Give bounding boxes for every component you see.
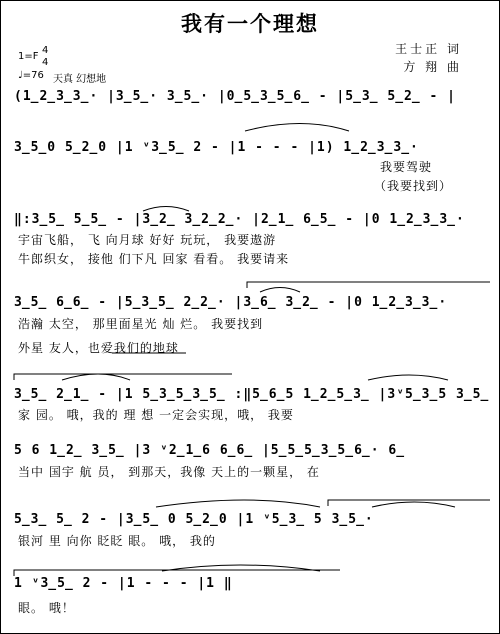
notation-row: 5 6 1̲2̲ 3̲5̲ |3 ᵛ2̲1̲6 6̲6̲ |5̲5̲5̲3̲5̲6̲· 6̲ (14, 443, 406, 458)
song-title: 我有一个理想 (181, 11, 319, 36)
notation-row: 3̲5̲0 5̲2̲0 |1 ᵛ3̲5̲ 2 - |1 - - - |1) 1̲2̲3̲3̲· (14, 140, 419, 155)
notation-row: 5̲3̲ 5̲ 2 - |3̲5̲ 0 5̲2̲0 |1 ᵛ5̲3̲ 5 3̲5̲· (14, 512, 374, 527)
lyric-line: 家 园。 哦，我的 理 想 一定会实现，哦， 我要 (18, 408, 294, 422)
composer-credit: 方 翔 曲 (403, 60, 462, 74)
lyric-line: 宇宙飞船， 飞 向月球 好好 玩玩， 我要遨游 (18, 233, 277, 247)
notation-row: 3̲5̲ 6̲6̲ - |5̲3̲5̲ 2̲2̲· |3̲6̲ 3̲2̲ - |0 1̲2̲3̲3̲· (14, 295, 448, 310)
notation-row: ‖:3̲5̲ 5̲5̲ - |3̲2̲ 3̲2̲2̲· |2̲1̲ 6̲5̲ - |0 1̲2̲3̲3̲· (14, 212, 465, 227)
lyricist-credit: 王士正 词 (395, 42, 462, 56)
time-signature-top: 4 (42, 45, 49, 56)
lyric-line: 我要驾驶 (380, 160, 433, 174)
lyric-line: 牛郎织女， 接他 们下凡 回家 看看。 我要请来 (18, 252, 290, 266)
notation-row: 3̲5̲ 2̲1̲ - |1 5̲3̲5̲3̲5̲ :‖5̲6̲5 1̲2̲5̲3̲ |3ᵛ5̲3̲5 3̲5̲ (14, 387, 490, 402)
lyric-line: 眼。 哦！ (18, 601, 75, 615)
expression-marking: 天真 幻想地 (53, 74, 107, 85)
lyric-line: 银河 里 向你 眨眨 眼。 哦， 我的 (18, 534, 216, 548)
lyric-line: （我要找到） (374, 179, 453, 193)
notation-row: (1̲2̲3̲3̲· |3̲5̲· 3̲5̲· |0̲5̲3̲5̲6̲ - |5̲3̲ 5̲2̲ - | (14, 89, 456, 104)
time-signature-bottom: 4 (42, 57, 49, 68)
lyric-line: 外星 友人，也爱我们的地球 (18, 341, 179, 355)
lyric-line: 浩瀚 太空， 那里面星光 灿 烂。 我要找到 (18, 317, 264, 331)
lyric-line: 当中 国宇 航 员， 到那天，我像 天上的一颗星， 在 (18, 465, 320, 479)
key-signature: 1=F (18, 51, 39, 62)
tempo-marking: ♩=76 (18, 70, 44, 81)
notation-row: 1 ᵛ3̲5̲ 2 - |1 - - - |1 ‖ (14, 576, 233, 591)
